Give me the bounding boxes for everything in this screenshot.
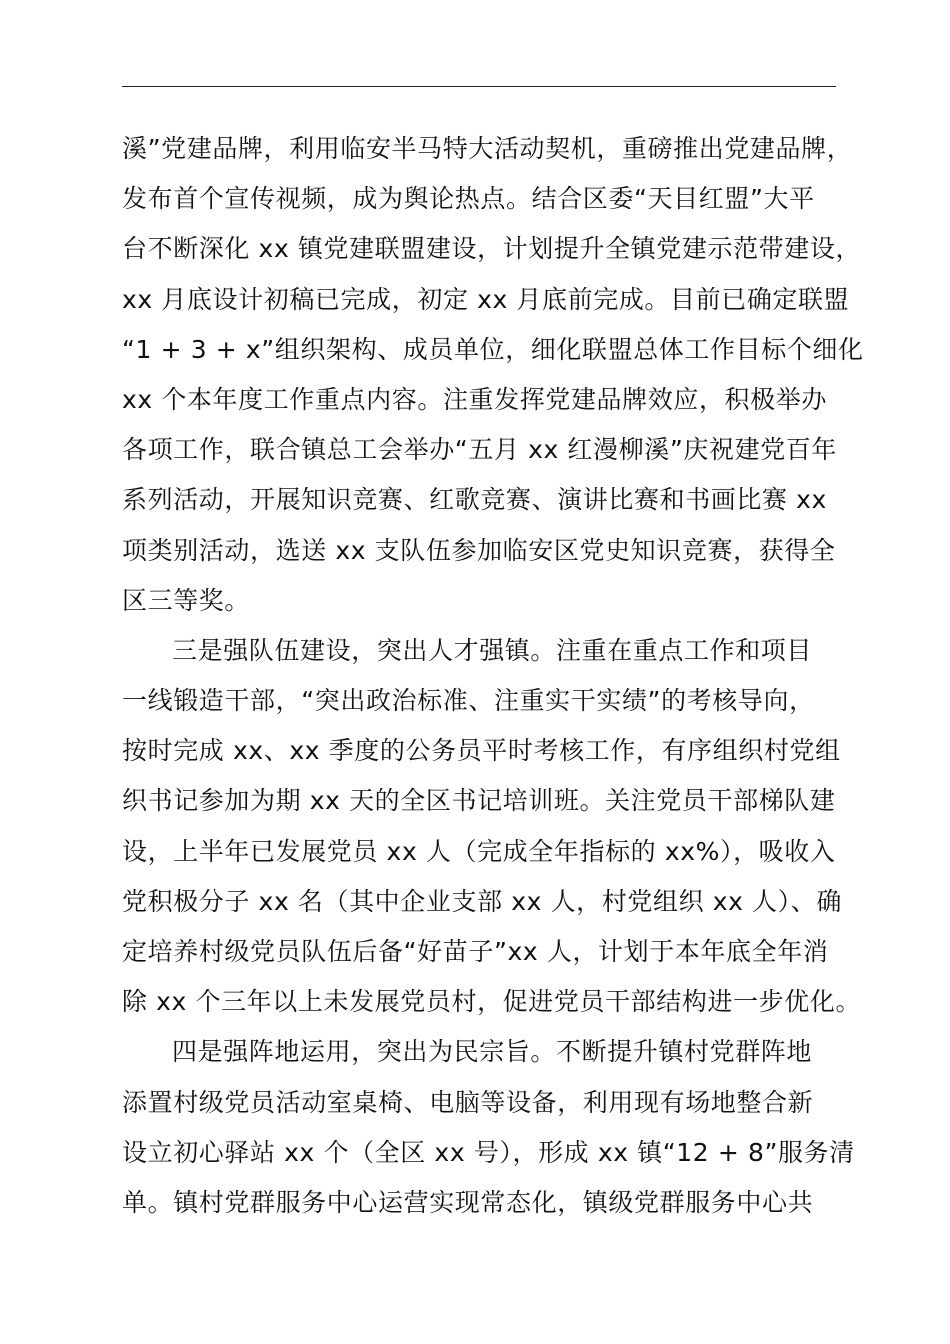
text-line: 单。镇村党群服务中心运营实现常态化，镇级党群服务中心共 [122,1187,814,1217]
text-line: “1 + 3 + x”组织架构、成员单位，细化联盟总体工作目标个细化 [122,334,864,364]
paragraph-position-use [122,1027,855,1228]
text-line-first: 三是强队伍建设，突出人才强镇。注重在重点工作和项目 [172,635,813,665]
text-line: 设立初心驿站 xx 个（全区 xx 号），形成 xx 镇“12 + 8”服务清 [122,1137,855,1167]
text-line: 除 xx 个三年以上未发展党员村，促进党员干部结构进一步优化。 [122,987,862,1017]
paragraph-team-building [122,626,862,1028]
text-line: xx 个本年度工作重点内容。注重发挥党建品牌效应，积极举办 [122,384,827,414]
text-line: 各项工作，联合镇总工会举办“五月 xx 红漫柳溪”庆祝建党百年 [122,435,837,465]
text-line: 织书记参加为期 xx 天的全区书记培训班。关注党员干部梯队建 [122,786,836,816]
text-line: 按时完成 xx、xx 季度的公务员平时考核工作，有序组织村党组 [122,736,841,766]
text-line: 项类别活动，选送 xx 支队伍参加临安区党史知识竞赛，获得全 [122,535,836,565]
text-line: 党积极分子 xx 名（其中企业支部 xx 人，村党组织 xx 人）、确 [122,886,842,916]
paragraph-branding [122,124,864,626]
text-line: 溪”党建品牌，利用临安半马特大活动契机，重磅推出党建品牌， [122,134,853,163]
text-line: xx 月底设计初稿已完成，初定 xx 月底前完成。目前已确定联盟 [122,284,850,314]
text-line: 系列活动，开展知识竞赛、红歌竞赛、演讲比赛和书画比赛 xx [122,485,827,515]
document-body [122,124,864,1228]
text-line: 定培养村级党员队伍后备“好苗子”xx 人，计划于本年底全年消 [122,937,829,966]
header-rule [122,86,836,87]
text-line-first: 四是强阵地运用，突出为民宗旨。不断提升镇村党群阵地 [172,1037,813,1067]
text-line: 一线锻造干部，“突出政治标准、注重实干实绩”的考核导向， [122,686,815,716]
text-line: 发布首个宣传视频，成为舆论热点。结合区委“天目红盟”大平 [122,184,815,214]
text-line: 台不断深化 xx 镇党建联盟建设，计划提升全镇党建示范带建设， [122,234,862,264]
text-line: 添置村级党员活动室桌椅、电脑等设备，利用现有场地整合新 [122,1087,814,1117]
text-line: 区三等奖。 [122,585,251,615]
text-line: 设，上半年已发展党员 xx 人（完成全年指标的 xx%），吸收入 [122,836,836,866]
